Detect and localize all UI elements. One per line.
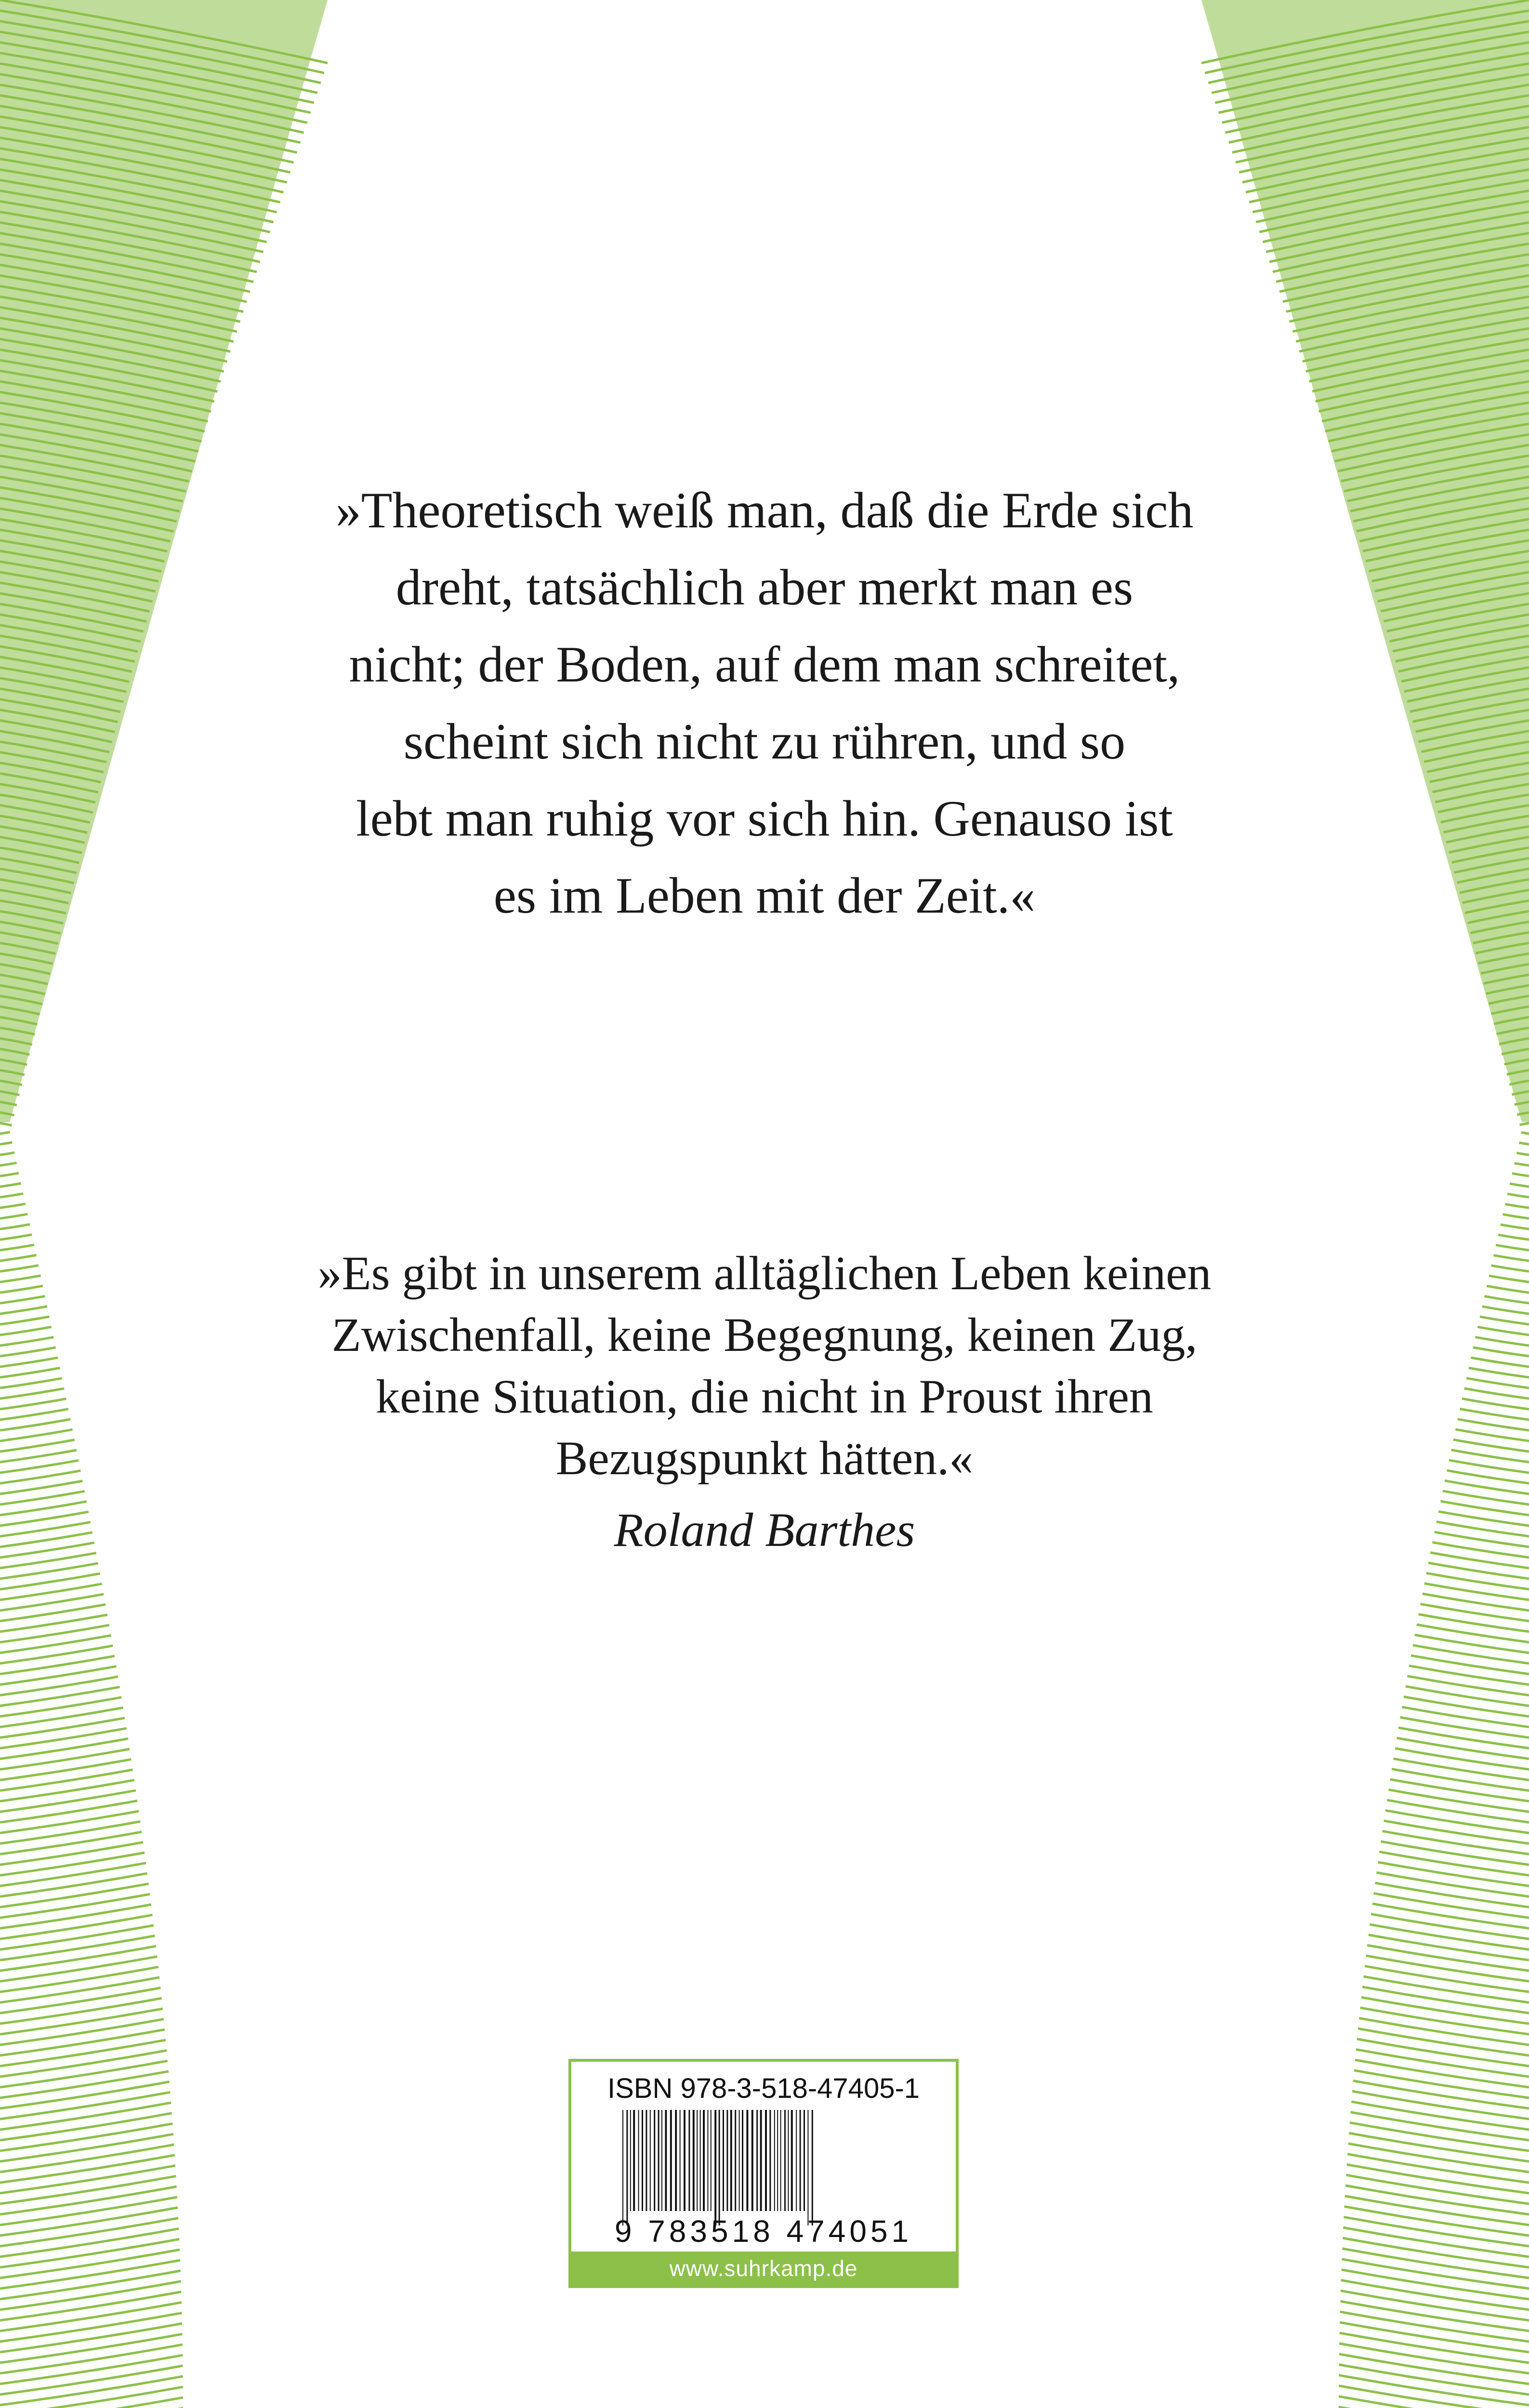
barcode-bar [642,2110,643,2211]
barcode-bar [807,2110,808,2225]
wave-line [1402,1707,1529,1727]
barcode-bar [812,2110,813,2225]
barcode-bar [711,2110,712,2211]
barcode-bar [684,2110,685,2211]
wave-line [1339,2386,1529,2408]
wave-line [1397,1738,1529,1759]
wave-line [0,1687,120,1706]
barcode-bar [633,2110,635,2211]
wave-line [0,1749,130,1769]
barcode-bar [630,2110,631,2211]
wave-line [0,1728,126,1748]
barcode-bar [804,2110,805,2211]
barcode-bar [680,2110,681,2211]
wave-line [1507,1194,1529,1197]
wave-line [0,1832,142,1854]
barcode-bar [777,2110,778,2211]
wave-line [0,1718,125,1738]
wave-line [0,1739,128,1759]
quote-line: scheint sich nicht zu rühren, und so [403,713,1126,770]
barcode-bar [707,2110,708,2211]
barcode-bar [665,2110,667,2211]
wave-line [0,1193,23,1197]
barcode-bar [774,2110,775,2211]
barcode-bar [780,2110,781,2211]
wave-line [0,1853,145,1875]
barcode-bar [650,2110,651,2211]
barcode-bar [688,2110,690,2211]
wave-line [1398,1727,1529,1748]
barcode-bar [719,2110,720,2225]
wave-line [1388,1790,1529,1812]
wave-line [1379,1852,1529,1875]
barcode-bar [703,2110,705,2211]
barcode-bar [700,2110,701,2211]
barcode-bar [788,2110,789,2211]
barcode-bar [658,2110,659,2211]
wave-line [0,1214,27,1218]
wave-line [1417,1624,1529,1642]
wave-line [1376,1872,1529,1897]
isbn-barcode-box [568,2059,959,2288]
quote-line: keine Situation, die nicht in Proust ihren [376,1370,1153,1423]
wave-line [1385,1810,1529,1833]
barcode-bar [742,2110,743,2211]
wave-line [1395,1748,1529,1769]
wave-line [1521,1132,1529,1134]
wave-line [1415,1635,1529,1653]
quote-line: Zwischenfall, keine Begegnung, keinen Zug, [331,1308,1198,1361]
barcode-bar [622,2110,623,2225]
wave-line [0,1811,139,1833]
barcode-bar [714,2110,716,2225]
wave-line [0,1183,21,1187]
secondary-quote [0,1243,1529,1489]
wave-line [0,1821,140,1844]
wave-line [1503,1214,1529,1218]
wave-line [0,1873,147,1897]
wave-line [0,1224,30,1229]
barcode-bar [756,2110,758,2211]
barcode-bar [646,2110,647,2211]
wave-line [1505,1204,1529,1208]
barcode-bar [697,2110,698,2211]
barcode-bar [746,2110,748,2211]
wave-line [0,1132,10,1134]
wave-line [1392,1769,1529,1791]
wave-line [1512,1173,1529,1176]
barcode-icon [620,2110,904,2225]
wave-line [1501,1225,1529,1229]
barcode-bar [675,2110,677,2211]
wave-line [1381,1842,1529,1865]
quote-line: es im Leben mit der Zeit.« [493,867,1036,924]
wave-line [1519,1143,1529,1144]
barcode-bar [723,2110,724,2211]
wave-line [0,1894,150,1918]
wave-line [1516,1153,1529,1155]
barcode-bar [796,2110,797,2211]
wave-line [0,1676,118,1695]
wave-line [0,1708,123,1727]
wave-line [0,1173,19,1176]
wave-line [0,1163,17,1165]
barcode-bar [626,2110,628,2225]
main-quote [0,472,1529,934]
barcode-bar [730,2110,732,2211]
wave-line [1413,1645,1529,1663]
wave-line [0,1863,146,1886]
barcode-bar [765,2110,767,2211]
quote-line: Bezugspunkt hätten.« [555,1431,974,1485]
barcode-bar [638,2110,639,2211]
wave-line [0,1152,14,1155]
wave-line [1419,1614,1529,1632]
wave-line [1407,1676,1529,1695]
barcode-bar [784,2110,786,2211]
wave-line [1387,1800,1529,1822]
right-wave-lines [1201,0,1529,2408]
wave-line [1378,1862,1529,1886]
quote-line: lebt man ruhig vor sich hin. Genauso ist [356,790,1173,847]
quote-line: »Es gibt in unserem alltäglichen Leben keinen [317,1246,1212,1300]
wave-line [1409,1666,1529,1685]
wave-line [0,1884,148,1907]
wave-line [0,1636,111,1653]
wave-line [1406,1687,1529,1706]
wave-line [0,1235,32,1240]
wave-line [0,1842,143,1865]
wave-line [0,1770,133,1791]
left-wave-lines [0,0,328,2408]
barcode-bar [670,2110,672,2211]
wave-line [0,1915,152,1939]
barcode-bar [751,2110,753,2211]
quote-attribution: Roland Barthes [614,1503,915,1557]
wave-line [0,1905,151,1928]
wave-line [1515,1163,1529,1165]
wave-line [1498,1235,1529,1240]
wave-line [0,1656,115,1674]
barcode-bar [654,2110,655,2211]
barcode-bar [739,2110,740,2211]
barcode-bar [791,2110,793,2211]
wave-line [1394,1759,1529,1780]
wave-line [1383,1831,1529,1854]
wave-line [0,1791,136,1812]
wave-line [1375,1883,1529,1907]
wave-line [0,1925,154,1950]
wave-line [0,1759,131,1780]
wave-line [1520,1123,1529,1125]
wave-line [1411,1655,1529,1674]
barcode-bar [726,2110,728,2211]
quote-line: »Theoretisch weiß man, daß die Erde sich [335,482,1194,538]
publisher-url: www.suhrkamp.de [571,2251,956,2285]
wave-line [0,1646,113,1663]
wave-line [1390,1780,1529,1801]
wave-line [0,1666,116,1685]
wave-line [0,1780,134,1801]
wave-line [0,1142,12,1144]
barcode-bar [800,2110,801,2211]
wave-line [0,1697,121,1716]
barcode-bar [769,2110,771,2211]
wave-line [0,1801,137,1822]
barcode-digits: 9 783518 474051 [614,2214,913,2249]
quote-line: dreht, tatsächlich aber merkt man es [395,559,1134,615]
wave-line [1384,1821,1529,1844]
barcode-bar [661,2110,662,2211]
barcode-bar [760,2110,762,2211]
isbn-label: ISBN 978-3-518-47405-1 [607,2073,920,2104]
wave-line [1510,1184,1529,1187]
quote-line: nicht; der Boden, auf dem man schreitet, [349,636,1180,693]
wave-line [1404,1697,1529,1716]
wave-line [0,1123,12,1125]
barcode-bar [693,2110,695,2211]
wave-line [1400,1717,1529,1738]
barcode-bar [735,2110,736,2211]
wave-line [0,1204,26,1208]
